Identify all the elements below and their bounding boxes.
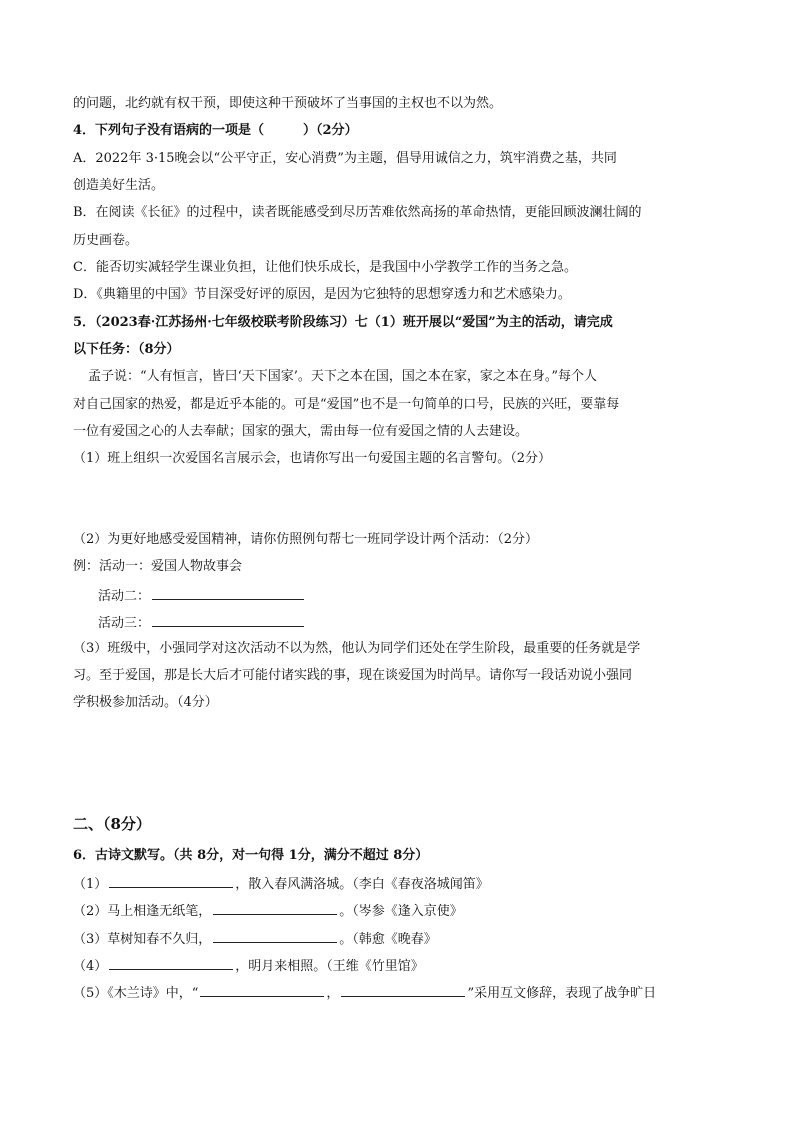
q5-passage-line1: 孟子说：“人有恒言，皆曰‘天下国家’。天下之本在国，国之本在家，家之本在身。”每个人 [88,369,598,384]
question-6-stem: 6．古诗文默写。（共 8分，对一句得 1分，满分不超过 8分） [73,848,429,863]
q4-option-b-line2: 历史画卷。 [73,233,139,248]
q6-blank-4[interactable] [109,955,233,970]
q4-option-d: D．《典籍里的中国》节目深受好评的原因，是因为它独特的思想穿透力和艺术感染力。 [73,287,571,302]
q6-line-2-tail: 。（岑参《逢入京使》 [339,904,463,919]
q6-line-5-head: （5）《木兰诗》中，“ [73,986,199,1001]
q6-line-5-tail: ”采用互文修辞，表现了战争旷日 [467,986,657,1001]
q6-line-3-tail: 。（韩愈《晚春》 [339,932,437,947]
q5-part3-line1: （3）班级中，小强同学对这次活动不以为然，他认为同学们还处在学生阶段，最重要的任务就是学 [73,641,641,656]
q6-line-2 [73,900,463,922]
q6-line-1 [73,873,489,895]
q5-part3-line3: 学积极参加活动。（4分） [73,695,218,710]
q6-line-1-number: （1） [73,877,108,892]
q6-blank-5b[interactable] [341,982,465,997]
q4-option-b-line1: B．在阅读《长征》的过程中，读者既能感受到尽历苦难依然高扬的革命热情，更能回顾波澜壮阔的 [73,205,642,220]
activity-3-label: 活动三： [98,616,151,631]
q6-line-1-text: ，散入春风满洛城。（李白《春夜洛城闻笛》 [235,877,489,892]
q6-line-3-text: （3）草树知春不久归， [73,932,212,947]
q6-line-4-number: （4） [73,959,108,974]
q4-option-a-line2: 创造美好生活。 [73,178,165,193]
q6-blank-2[interactable] [213,900,337,915]
q5-passage-line2: 对自己国家的热爱，都是近乎本能的。可是“爱国”也不是一句简单的口号，民族的兴旺，要靠每 [73,397,620,412]
q6-line-5 [73,982,656,1004]
q6-line-4 [73,955,424,977]
q6-line-2-text: （2）马上相逢无纸笔， [73,904,212,919]
q5-activity-3 [98,612,306,634]
question-5-stem-line2: 以下任务：（8分） [73,342,180,357]
q5-example: 例：活动一：爱国人物故事会 [73,559,243,574]
activity-3-blank[interactable] [152,612,304,627]
question-5-stem-line1: 5．（2023春·江苏扬州·七年级校联考阶段练习）七（1）班开展以“爱国”为主的活动，请完成 [73,315,613,330]
q4-option-c: C．能否切实减轻学生课业负担，让他们快乐成长，是我国中小学教学工作的当务之急。 [73,260,577,275]
question-4-stem: 4．下列句子没有语病的一项是（ ）（2分） [73,123,358,138]
q6-line-4-text: ，明月来相照。（王维《竹里馆》 [235,959,424,974]
q5-activity-2 [98,585,306,607]
q6-line-5-mid: ， [326,986,340,1001]
activity-2-label: 活动二： [98,589,151,604]
q6-blank-3[interactable] [213,928,337,943]
q4-option-a-line1: A．2022年 3·15晚会以“公平守正，安心消费”为主题，倡导用诚信之力，筑牢消费之基，共同 [73,151,617,166]
activity-2-blank[interactable] [152,585,304,600]
q6-line-3 [73,928,437,950]
intro-tail: 的问题，北约就有权干预，即使这种干预破坏了当事国的主权也不以为然。 [73,96,503,111]
section-2-title: 二、（8分） [73,815,151,833]
q6-blank-5a[interactable] [200,982,324,997]
q5-part2: （2）为更好地感受爱国精神，请你仿照例句帮七一班同学设计两个活动：（2分） [73,532,539,547]
q5-passage-line3: 一位有爱国之心的人去奉献；国家的强大，需由每一位有爱国之情的人去建设。 [73,424,529,439]
q5-part1: （1）班上组织一次爱国名言展示会，也请你写出一句爱国主题的名言警句。（2分） [73,451,552,466]
q5-part3-line2: 习。至于爱国，那是长大后才可能付诸实践的事，现在谈爱国为时尚早。请你写一段话劝说小强同 [73,668,633,683]
q6-blank-1[interactable] [109,873,233,888]
